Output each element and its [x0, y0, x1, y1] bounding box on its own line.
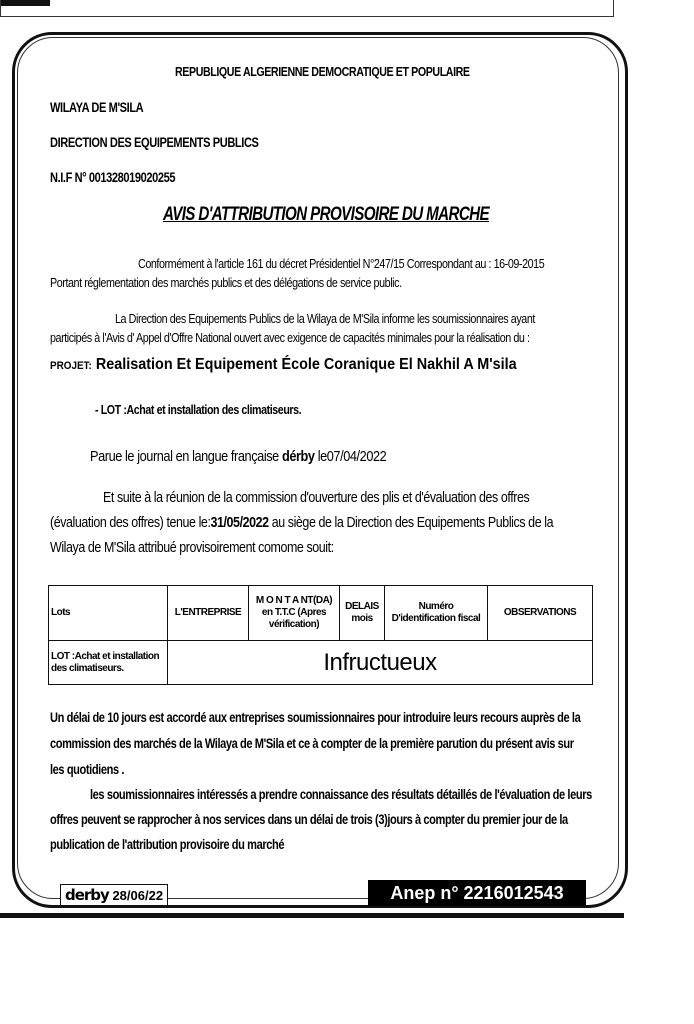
header-montant: M O N T A NT(DA) en T.T.C (Apres vérification)	[249, 586, 340, 641]
lot-line: - LOT :Achat et installation des climatiseurs.	[95, 402, 302, 417]
paragraph-2-line-1: La Direction des Equipements Publics de la Wilaya de M'Sila informe les soumissionnaires ayant	[115, 312, 535, 326]
table-header-row	[49, 586, 593, 641]
paragraph-4-line-1: Un délai de 10 jours est accordé aux entreprises soumissionnaires pour introduire leurs recours auprès de la	[50, 710, 581, 725]
paragraph-1-line-2: Portant réglementation des marchés publics et des délégations de service public.	[50, 276, 402, 290]
derby-logo: derby	[65, 886, 109, 904]
header-entreprise: L'ENTREPRISE	[168, 586, 249, 641]
meeting-date: 31/05/2022	[210, 514, 269, 531]
paragraph-5-line-1: les soumissionnaires intéressés a prendre connaissance des résultats détaillés de l'évaluation de leurs	[90, 787, 592, 802]
paragraph-2-line-2: participés à l'Avis d' Appel d'Offre National ouvert avec exigence de capacités minimales pour la réalisation du :	[50, 331, 530, 345]
journal-stamp	[60, 884, 168, 906]
parue-prefix: Parue le journal en langue française	[90, 448, 282, 465]
header-observations: OBSERVATIONS	[488, 586, 593, 641]
paragraph-5-line-3: publication de l'attribution provisoire du marché	[50, 837, 285, 852]
projet-line	[50, 356, 517, 374]
direction-heading: DIRECTION DES EQUIPEMENTS PUBLICS	[50, 135, 259, 150]
paragraph-4-line-2: commission des marchés de la Wilaya de M'Sila et ce à compter de la première parution du présent avis sur	[50, 736, 574, 751]
p3-prefix: (évaluation des offres) tenue le:	[50, 514, 211, 531]
bottom-rule	[0, 913, 624, 918]
paragraph-4-line-3: les quotidiens .	[50, 762, 125, 777]
paragraph-3-line-2	[50, 514, 553, 531]
wilaya-heading: WILAYA DE M'SILA	[50, 100, 144, 115]
paragraph-3-line-1: Et suite à la réunion de la commission d'ouverture des plis et d'évaluation des offres	[103, 489, 530, 506]
parue-line	[90, 448, 386, 465]
nif-number: N.I.F N° 001328019020255	[50, 170, 176, 185]
header-nif: Numéro D'identification fiscal	[385, 586, 488, 641]
header-lots: Lots	[49, 586, 168, 641]
parue-date: le07/04/2022	[314, 448, 387, 465]
table-row	[49, 641, 593, 685]
paragraph-3-line-3: Wilaya de M'Sila attribué provisoirement comome souit:	[50, 539, 334, 556]
attribution-table	[48, 585, 593, 685]
cell-result: Infructueux	[168, 641, 593, 685]
p3-suffix: au siège de la Direction des Equipements Publics de la	[268, 514, 554, 531]
notice-title: AVIS D'ATTRIBUTION PROVISOIRE DU MARCHE	[163, 204, 490, 225]
paragraph-1-line-1: Conformément à l'article 161 du décret Présidentiel N°247/15 Correspondant au : 16-09-2015	[138, 257, 545, 271]
header-delais: DELAIS mois	[340, 586, 385, 641]
projet-name: Realisation Et Equipement École Coranique El Nakhil A M'sila	[95, 356, 517, 373]
publication-date: 28/06/22	[112, 888, 164, 903]
cell-lot: LOT :Achat et installation des climatiseurs.	[49, 641, 168, 685]
parue-journal: dérby	[281, 448, 315, 465]
paragraph-5-line-2: offres peuvent se rapprocher à nos services dans un délai de trois (3)jours à compter du premier jour de la	[50, 812, 568, 827]
republique-heading: REPUBLIQUE ALGERIENNE DEMOCRATIQUE ET POPULAIRE	[175, 64, 470, 79]
top-border	[0, 0, 614, 17]
anep-number: Anep n° 2216012543	[368, 880, 586, 906]
projet-label: PROJET:	[50, 360, 92, 372]
